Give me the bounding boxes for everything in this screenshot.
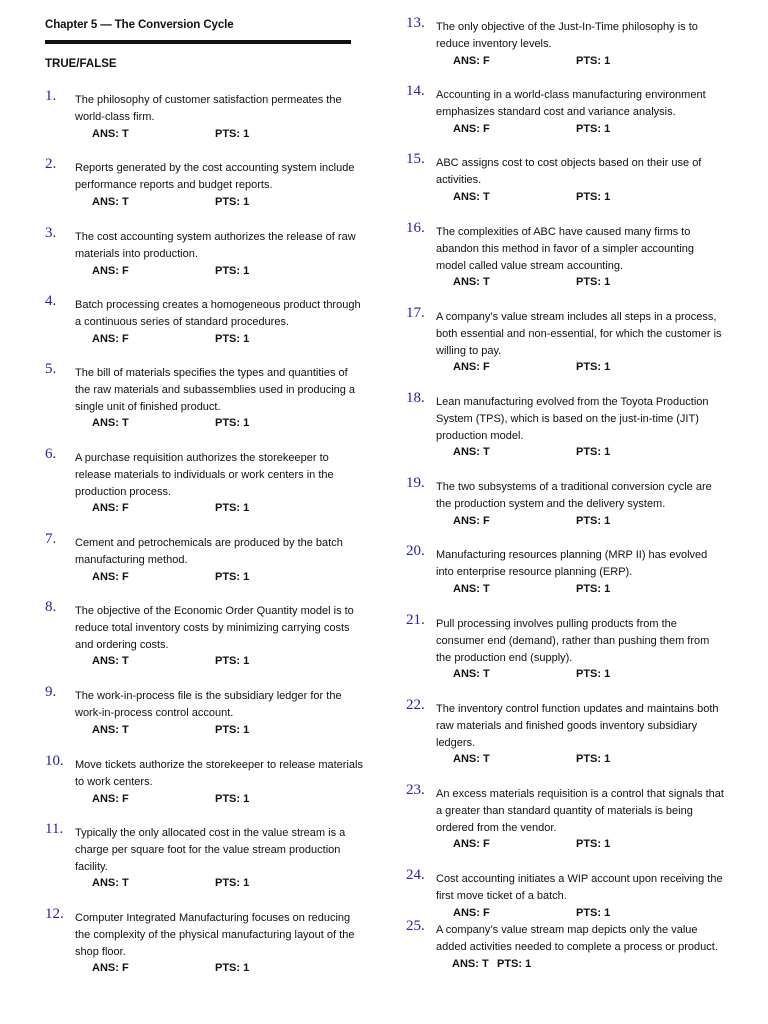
question-number: 25. xyxy=(406,918,425,934)
answer-line xyxy=(453,121,726,137)
answer: ANS: T xyxy=(452,957,489,970)
question-item xyxy=(45,88,365,142)
answer-line xyxy=(453,666,726,682)
question-number: 11. xyxy=(45,821,64,837)
question-number: 12. xyxy=(45,906,64,922)
points: PTS: 1 xyxy=(215,877,250,890)
question-item xyxy=(406,543,726,597)
answer: ANS: F xyxy=(453,122,490,135)
question-text: Typically the only allocated cost in the value stream is a charge per square foot for the value stream production facility. xyxy=(75,827,346,873)
points: PTS: 1 xyxy=(576,190,611,203)
question-text: The only objective of the Just-In-Time philosophy is to reduce inventory levels. xyxy=(436,21,698,50)
answer-line xyxy=(453,274,726,290)
question-item xyxy=(45,821,365,891)
question-item xyxy=(406,83,726,137)
question-item xyxy=(406,390,726,460)
question-number: 17. xyxy=(406,305,425,321)
answer: ANS: F xyxy=(453,54,490,67)
question-number: 8. xyxy=(45,599,57,615)
points: PTS: 1 xyxy=(215,723,250,736)
points: PTS: 1 xyxy=(497,957,532,970)
question-number: 20. xyxy=(406,543,425,559)
question-number: 23. xyxy=(406,782,425,798)
answer: ANS: T xyxy=(92,417,129,430)
answer-line xyxy=(453,751,726,767)
answer: ANS: F xyxy=(453,361,490,374)
question-text: Manufacturing resources planning (MRP II) has evolved into enterprise resource planning (ERP). xyxy=(436,549,708,578)
question-item xyxy=(406,867,726,921)
points: PTS: 1 xyxy=(215,502,250,515)
page-header xyxy=(45,19,351,44)
answer: ANS: T xyxy=(92,655,129,668)
points: PTS: 1 xyxy=(215,127,250,140)
question-number: 7. xyxy=(45,531,57,547)
points: PTS: 1 xyxy=(576,276,611,289)
question-text: The inventory control function updates and maintains both raw materials and finished goods inventory subsidiary ledgers. xyxy=(436,703,719,749)
question-number: 13. xyxy=(406,15,425,31)
question-number: 18. xyxy=(406,390,425,406)
points: PTS: 1 xyxy=(576,514,611,527)
question-item xyxy=(45,225,365,279)
question-item xyxy=(45,531,365,585)
answer: ANS: T xyxy=(453,446,490,459)
question-number: 6. xyxy=(45,446,57,462)
question-text: Lean manufacturing evolved from the Toyota Production System (TPS), which is based on the just-in-time (JIT) production model. xyxy=(436,396,709,442)
answer-line xyxy=(92,263,365,279)
question-text: The work-in-process file is the subsidiary ledger for the work-in-process control account. xyxy=(75,690,342,719)
points: PTS: 1 xyxy=(576,906,611,919)
answer-line xyxy=(453,905,726,921)
question-number: 15. xyxy=(406,151,425,167)
question-item xyxy=(406,15,726,69)
question-text: The complexities of ABC have caused many firms to abandon this method in favor of a simpler accounting model called value stream accounting. xyxy=(436,226,695,272)
question-number: 3. xyxy=(45,225,57,241)
answer-line xyxy=(453,444,726,460)
points: PTS: 1 xyxy=(215,195,250,208)
question-text: The cost accounting system authorizes the release of raw materials into production. xyxy=(75,231,356,260)
answer: ANS: F xyxy=(92,502,129,515)
question-number: 10. xyxy=(45,753,64,769)
question-text: An excess materials requisition is a control that signals that a greater than standard quantity of materials is being ordered from the vendor. xyxy=(436,788,724,834)
question-number: 16. xyxy=(406,220,425,236)
question-text: Computer Integrated Manufacturing focuses on reducing the complexity of the physical manufacturing layout of the shop floor. xyxy=(75,912,355,958)
answer-line xyxy=(92,569,365,585)
question-item xyxy=(406,612,726,682)
points: PTS: 1 xyxy=(215,264,250,277)
question-number: 24. xyxy=(406,867,425,883)
answer: ANS: T xyxy=(453,582,490,595)
answer-line xyxy=(92,653,365,669)
points: PTS: 1 xyxy=(576,582,611,595)
answer: ANS: T xyxy=(453,753,490,766)
points: PTS: 1 xyxy=(215,417,250,430)
answer: ANS: F xyxy=(92,570,129,583)
question-item xyxy=(406,697,726,767)
answer-line xyxy=(92,722,365,738)
question-number: 1. xyxy=(45,88,57,104)
section-heading: TRUE/FALSE xyxy=(45,58,117,70)
question-text: Accounting in a world-class manufacturing environment emphasizes standard cost and variance analysis. xyxy=(436,89,706,118)
question-text: The philosophy of customer satisfaction permeates the world-class firm. xyxy=(75,94,342,123)
answer: ANS: T xyxy=(92,195,129,208)
question-text: The objective of the Economic Order Quantity model is to reduce total inventory costs by minimizing carrying costs and ordering costs. xyxy=(75,605,354,651)
answer: ANS: F xyxy=(92,332,129,345)
question-text: Batch processing creates a homogeneous product through a continuous series of standard procedures. xyxy=(75,299,361,328)
question-number: 4. xyxy=(45,293,57,309)
answer: ANS: T xyxy=(92,723,129,736)
points: PTS: 1 xyxy=(215,962,250,975)
points: PTS: 1 xyxy=(576,122,611,135)
points: PTS: 1 xyxy=(576,361,611,374)
points: PTS: 1 xyxy=(576,668,611,681)
question-item xyxy=(45,293,365,347)
answer: ANS: F xyxy=(92,962,129,975)
question-number: 21. xyxy=(406,612,425,628)
question-item xyxy=(406,305,726,375)
question-item xyxy=(406,782,726,852)
question-text: ABC assigns cost to cost objects based on their use of activities. xyxy=(436,157,702,186)
header-rule xyxy=(45,40,351,44)
answer-line xyxy=(92,875,365,891)
question-text: The two subsystems of a traditional conversion cycle are the production system and the delivery system. xyxy=(436,481,712,510)
answer: ANS: T xyxy=(453,668,490,681)
question-item xyxy=(406,918,726,972)
question-item xyxy=(406,475,726,529)
answer-line xyxy=(453,513,726,529)
question-item xyxy=(45,906,365,976)
question-text: Cement and petrochemicals are produced by the batch manufacturing method. xyxy=(75,537,343,566)
points: PTS: 1 xyxy=(215,570,250,583)
answer-line xyxy=(453,359,726,375)
question-number: 22. xyxy=(406,697,425,713)
question-text: A company’s value stream map depicts only the value added activities needed to complete a process or product. xyxy=(436,924,718,953)
question-text: Cost accounting initiates a WIP account upon receiving the first move ticket of a batch. xyxy=(436,873,723,902)
question-item xyxy=(45,361,365,431)
question-item xyxy=(45,599,365,669)
question-number: 9. xyxy=(45,684,57,700)
answer-line xyxy=(453,836,726,852)
answer-line xyxy=(92,500,365,516)
question-number: 2. xyxy=(45,156,57,172)
answer-line xyxy=(92,126,365,142)
answer-line xyxy=(92,791,365,807)
answer: ANS: F xyxy=(453,514,490,527)
question-item xyxy=(45,684,365,738)
question-number: 14. xyxy=(406,83,425,99)
question-item xyxy=(45,156,365,210)
answer-line xyxy=(92,960,365,976)
question-number: 19. xyxy=(406,475,425,491)
answer-line xyxy=(453,53,726,69)
question-text: Reports generated by the cost accounting system include performance reports and budget reports. xyxy=(75,162,355,191)
answer-line xyxy=(452,956,726,972)
points: PTS: 1 xyxy=(215,332,250,345)
chapter-title: Chapter 5 — The Conversion Cycle xyxy=(45,19,234,31)
answer-line xyxy=(92,415,365,431)
question-text: The bill of materials specifies the types and quantities of the raw materials and subassemblies used in producing a single unit of finished product. xyxy=(75,367,356,413)
points: PTS: 1 xyxy=(576,838,611,851)
question-number: 5. xyxy=(45,361,57,377)
answer-line xyxy=(92,194,365,210)
answer: ANS: F xyxy=(92,264,129,277)
answer: ANS: T xyxy=(453,276,490,289)
question-text: A purchase requisition authorizes the storekeeper to release materials to individuals or work centers in the production process. xyxy=(75,452,334,498)
answer: ANS: T xyxy=(453,190,490,203)
points: PTS: 1 xyxy=(576,54,611,67)
points: PTS: 1 xyxy=(215,655,250,668)
answer: ANS: F xyxy=(453,906,490,919)
question-item xyxy=(45,753,365,807)
points: PTS: 1 xyxy=(576,753,611,766)
answer: ANS: T xyxy=(92,877,129,890)
answer-line xyxy=(453,581,726,597)
question-text: A company’s value stream includes all steps in a process, both essential and non-essential, for which the customer is willing to pay. xyxy=(436,311,722,357)
answer: ANS: F xyxy=(453,838,490,851)
question-text: Move tickets authorize the storekeeper to release materials to work centers. xyxy=(75,759,363,788)
points: PTS: 1 xyxy=(576,446,611,459)
question-item xyxy=(406,151,726,205)
question-item xyxy=(406,220,726,290)
answer-line xyxy=(453,189,726,205)
question-item xyxy=(45,446,365,516)
answer: ANS: T xyxy=(92,127,129,140)
question-text: Pull processing involves pulling products from the consumer end (demand), rather than pushing them from the production end (supply). xyxy=(436,618,710,664)
answer-line xyxy=(92,331,365,347)
points: PTS: 1 xyxy=(215,792,250,805)
answer: ANS: F xyxy=(92,792,129,805)
